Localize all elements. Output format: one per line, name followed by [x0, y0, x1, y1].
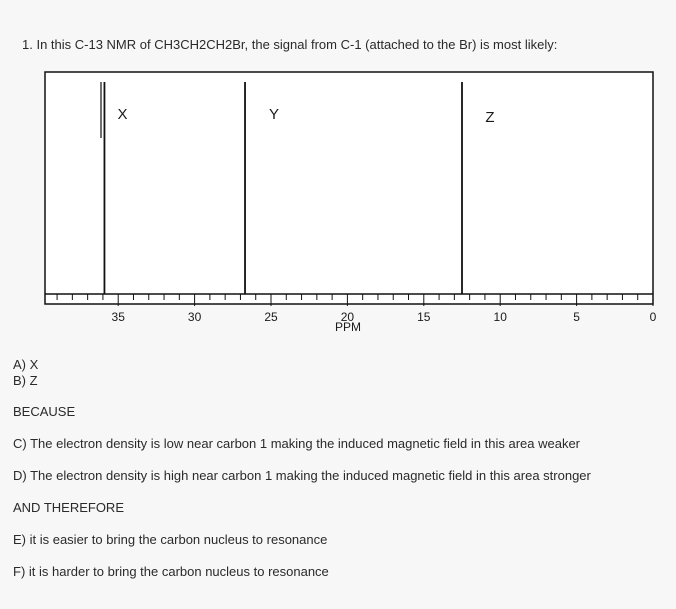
tick-label: 20	[340, 310, 355, 324]
peak-label-x: X	[117, 106, 128, 123]
option-c: C) The electron density is low near carbon 1 making the induced magnetic field in this area weaker	[13, 436, 581, 451]
option-f: F) it is harder to bring the carbon nucleus to resonance	[13, 564, 329, 579]
tick-label: 30	[187, 310, 202, 324]
tick-label: 5	[573, 310, 580, 324]
tick-label: 25	[264, 310, 278, 324]
tick-label: 15	[417, 310, 431, 324]
peak-label-z: Z	[485, 109, 495, 126]
option-e: E) it is easier to bring the carbon nucleus to resonance	[13, 532, 328, 547]
tick-label: 0	[649, 310, 657, 324]
tick-label: 10	[493, 310, 507, 324]
spectrum-frame	[45, 72, 653, 304]
and-therefore-label: AND THEREFORE	[13, 500, 124, 515]
option-b: B) Z	[13, 373, 38, 388]
peak-label-y: Y	[269, 106, 280, 123]
tick-labels	[112, 310, 657, 324]
question-text: 1. In this C-13 NMR of CH3CH2CH2Br, the signal from C-1 (attached to the Br) is most likely:	[22, 37, 558, 52]
axis-label: PPM	[334, 320, 362, 334]
because-label: BECAUSE	[13, 404, 76, 419]
option-d: D) The electron density is high near carbon 1 making the induced magnetic field in this area stronger	[13, 468, 591, 483]
tick-label: 35	[111, 310, 125, 324]
option-a: A) X	[13, 357, 39, 372]
